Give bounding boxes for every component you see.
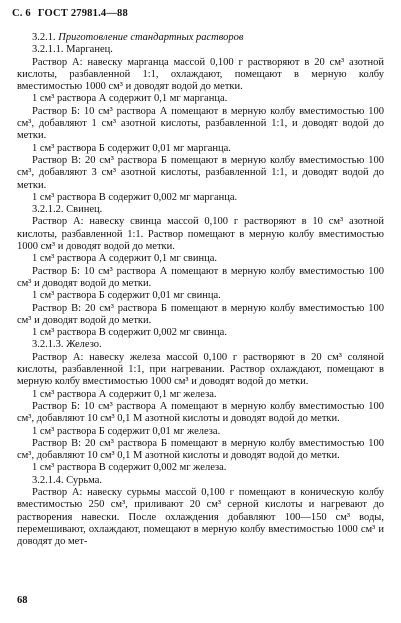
paragraph: 1 см³ раствора Б содержит 0,01 мг железа. (32, 425, 221, 437)
paragraph: Раствор Б: 10 см³ раствора А помещают в мерную колбу вместимостью 100 см³ и доводят водой до метки. (17, 265, 384, 289)
paragraph: 1 см³ раствора Б содержит 0,01 мг марганца. (32, 142, 231, 154)
section-heading (17, 32, 384, 44)
paragraph: Раствор Б: 10 см³ раствора А помещают в мерную колбу вместимостью 100 см³, добавляют 1 см³ азотной кислоты, разбавленной 1:1, и доводят водой до метки. (17, 105, 384, 142)
paragraph: Раствор А: навеску сурьмы массой 0,100 г помещают в коническую колбу вместимостью 250 см³, приливают 20 см³ серной кислоты и нагревают до растворения навески. После охлаждения добавляют 100—150 см³ воды, перемешивают, охлаждают, помещают в мерную колбу вместимостью 1000 см³ и доводят до мет- (17, 486, 384, 548)
paragraph: 1 см³ раствора В содержит 0,002 мг свинца. (32, 327, 227, 339)
subsection-heading-antimony: 3.2.1.4. Сурьма. (32, 474, 103, 486)
subsection-heading-manganese: 3.2.1.1. Марганец. (32, 44, 113, 56)
paragraph: Раствор А: навеску железа массой 0,100 г растворяют в 20 см³ соляной кислоты, разбавленной 1:1, при нагревании. Раствор охлаждают, помещают в мерную колбу вместимостью 1000 см³ и доводят водой до метки. (17, 351, 384, 388)
paragraph: Раствор В: 20 см³ раствора Б помещают в мерную колбу вместимостью 100 см³, добавляют 10 см³ 0,1 М азотной кислоты и доводят водой до метки. (17, 437, 384, 462)
paragraph: 1 см³ раствора А содержит 0,1 мг марганца. (32, 93, 228, 105)
subsection-heading-iron: 3.2.1.3. Железо. (32, 339, 102, 351)
document-body (17, 32, 384, 548)
paragraph: 1 см³ раствора В содержит 0,002 мг железа. (32, 462, 227, 474)
paragraph: Раствор В: 20 см³ раствора Б помещают в мерную колбу вместимостью 100 см³, добавляют 3 см³ азотной кислоты, разбавленной 1:1, и доводят водой до метки. (17, 154, 384, 191)
page-label: С. 6 (12, 8, 31, 19)
paragraph: Раствор А: навеску марганца массой 0,100 г растворяют в 20 см³ азотной кислоты, разбавленной 1:1, охлаждают, помещают в мерную колбу вместимостью 1000 см³ и доводят водой до метки. (17, 56, 384, 93)
paragraph: 1 см³ раствора А содержит 0,1 мг железа. (32, 388, 217, 400)
page-number: 68 (17, 595, 28, 606)
section-heading-text (32, 32, 243, 43)
paragraph: Раствор Б: 10 см³ раствора А помещают в мерную колбу вместимостью 100 см³, добавляют 10 см³ 0,1 М азотной кислоты и доводят водой до метки. (17, 400, 384, 425)
standard-id: ГОСТ 27981.4—88 (37, 8, 128, 19)
paragraph: 1 см³ раствора А содержит 0,1 мг свинца. (32, 253, 218, 265)
section-number: 3.2.1. (32, 32, 59, 43)
paragraph: 1 см³ раствора В содержит 0,002 мг марганца. (32, 191, 238, 203)
subsection-heading-lead: 3.2.1.2. Свинец. (32, 204, 103, 216)
page-header (12, 8, 128, 19)
paragraph: Раствор В: 20 см³ раствора Б помещают в мерную колбу вместимостью 100 см³ и доводят водой до метки. (17, 302, 384, 326)
paragraph: 1 см³ раствора Б содержит 0,01 мг свинца. (32, 290, 221, 302)
paragraph: Раствор А: навеску свинца массой 0,100 г растворяют в 10 см³ азотной кислоты, разбавленной 1:1. Раствор помещают в мерную колбу вместимостью 1000 см³ и доводят водой до метки. (17, 216, 384, 253)
section-title: Приготовление стандартных растворов (58, 32, 244, 43)
